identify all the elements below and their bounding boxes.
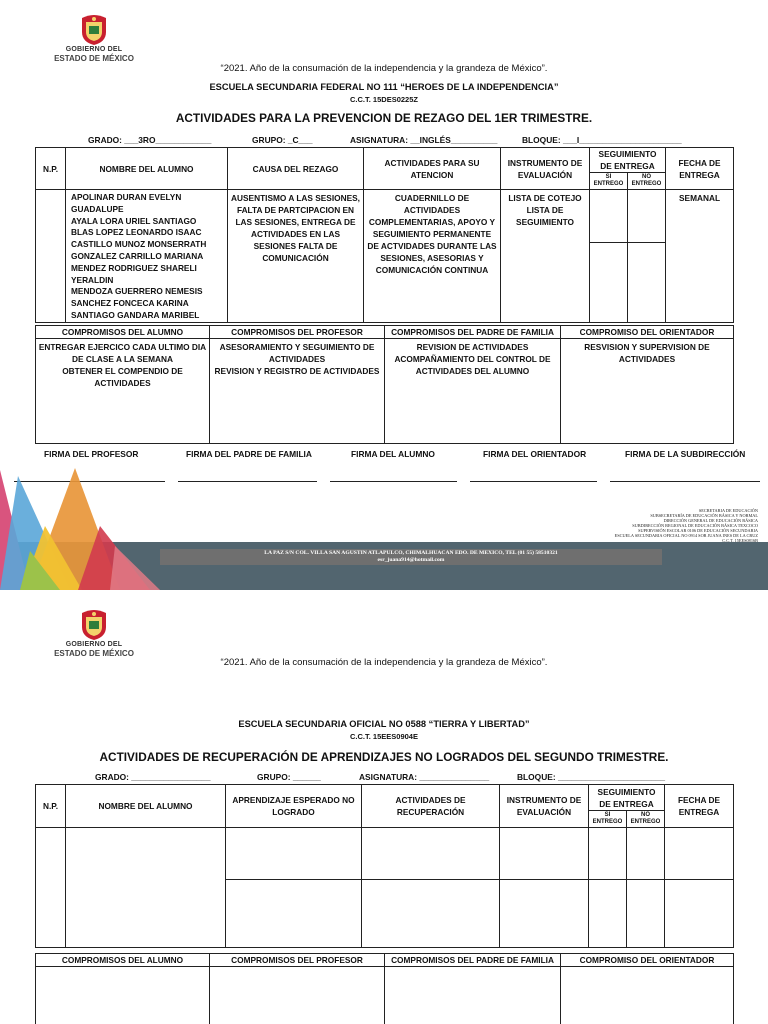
student-name: GONZALEZ CARRILLO MARIANA	[71, 250, 204, 261]
footer-line: DIRECCIÓN GENERAL DE EDUCACIÓN BÁSICA	[663, 518, 758, 523]
firma-padre-label: FIRMA DEL PADRE DE FAMILIA	[186, 449, 312, 459]
grupo-field: GRUPO: _C___	[252, 135, 313, 145]
compromiso-alumno-2: OBTENER EL COMPENDIO DE ACTIVIDADES	[62, 366, 183, 388]
aprendizaje-cell	[226, 828, 362, 880]
compromiso-padre-cell	[385, 967, 561, 1024]
header-compromiso-alumno: COMPROMISOS DEL ALUMNO	[36, 326, 210, 339]
header-fecha: FECHA DE ENTREGA	[665, 785, 734, 828]
students-table	[35, 147, 734, 323]
grado-field: GRADO: _________________	[95, 772, 211, 782]
actividades-cell: CUADERNILLO DE ACTIVIDADES COMPLEMENTARIAS, APOYO Y SEGUIMIENTO PERMANENTE DE ACTVIDADES DURANTE LAS SESIONES, ASESORIAS Y COMUNICACIÓN CONTINUA	[364, 190, 501, 323]
header-compromiso-profesor: COMPROMISOS DEL PROFESOR	[210, 326, 385, 339]
header-seguimiento: SEGUIMIENTO DE ENTREGA	[590, 148, 666, 173]
cct: C.C.T. 15DES0225Z	[350, 95, 418, 104]
footer-line: SUBSECRETARÍA DE EDUCACIÓN BÁSICA Y NORMAL	[650, 513, 758, 518]
np-cell	[36, 828, 66, 948]
compromisos-table	[35, 325, 734, 444]
firma-alumno-line	[330, 481, 457, 482]
compromiso-profesor-cell	[210, 339, 385, 444]
motto: “2021. Año de la consumación de la independencia y la grandeza de México”.	[220, 63, 548, 74]
header-actividades: ACTIVIDADES DE RECUPERACIÓN	[362, 785, 500, 828]
si-cell	[589, 880, 627, 948]
compromiso-orientador-cell	[561, 967, 734, 1024]
logo-line1: GOBIERNO DEL	[65, 641, 123, 648]
footer-line: SUBDIRECCIÓN REGIONAL DE EDUCACIÓN BÁSICA TEXCOCO	[632, 523, 758, 528]
student-name: MENDOZA GUERRERO NEMESIS	[71, 286, 203, 297]
footer-line: SECRETARIA DE EDUCACIÓN	[698, 508, 758, 513]
student-name: AYALA LORA URIEL SANTIAGO	[71, 215, 197, 226]
header-nombre: NOMBRE DEL ALUMNO	[66, 785, 226, 828]
firma-alumno-label: FIRMA DEL ALUMNO	[351, 449, 435, 459]
compromiso-alumno-cell	[36, 339, 210, 444]
header-fecha: FECHA DE ENTREGA	[666, 148, 734, 190]
grado-field: GRADO: ___3RO____________	[88, 135, 212, 145]
school-name: ESCUELA SECUNDARIA OFICIAL NO 0588 “TIERRA Y LIBERTAD”	[238, 719, 530, 729]
no-cell	[628, 190, 666, 243]
instrumento-cell: LISTA DE COTEJO LISTA DE SEGUIMIENTO	[501, 190, 590, 323]
header-compromiso-alumno: COMPROMISOS DEL ALUMNO	[36, 954, 210, 967]
students-table	[35, 784, 734, 948]
page-title: ACTIVIDADES PARA LA PREVENCION DE REZAGO DEL 1ER TRIMESTRE.	[175, 111, 593, 125]
footer-triangles-graphic	[0, 466, 200, 590]
header-actividades: ACTIVIDADES PARA SU ATENCION	[364, 148, 501, 190]
si-cell	[590, 190, 628, 243]
no-cell	[627, 880, 665, 948]
instrumento-cell	[500, 880, 589, 948]
logo-line2: ESTADO DE MÉXICO	[54, 649, 134, 658]
school-name: ESCUELA SECUNDARIA FEDERAL NO 111 “HEROES DE LA INDEPENDENCIA”	[209, 82, 559, 92]
header-compromiso-profesor: COMPROMISOS DEL PROFESOR	[210, 954, 385, 967]
footer-institution	[615, 508, 758, 543]
logo-line2: ESTADO DE MÉXICO	[54, 54, 134, 63]
header-no-entrego: NO ENTREGO	[628, 173, 666, 190]
header-compromiso-padre: COMPROMISOS DEL PADRE DE FAMILIA	[385, 954, 561, 967]
cct: C.C.T. 15EES0904E	[350, 732, 418, 741]
compromiso-padre-cell: REVISION DE ACTIVIDADES ACOMPAÑAMIENTO DEL CONTROL DE ACTIVIDADES DEL ALUMNO	[385, 339, 561, 444]
student-name: MENDEZ RODRIGUEZ SHARELI	[71, 262, 197, 273]
actividades-cell	[362, 828, 500, 880]
header-np: N.P.	[36, 148, 66, 190]
footer-line: ESCUELA SECUNDARIA OFICIAL NO 0914 SOR JUANA INES DE LA CRUZ	[614, 533, 758, 538]
np-cell	[36, 190, 66, 323]
header-instrumento: INSTRUMENTO DE EVALUACIÓN	[500, 785, 589, 828]
header-instrumento: INSTRUMENTO DE EVALUACIÓN	[501, 148, 590, 190]
student-name: SANTIAGO GANDARA MARIBEL	[71, 309, 200, 320]
header-si-entrego: SI ENTREGO	[590, 173, 628, 190]
no-cell	[628, 243, 666, 323]
coat-of-arms-icon	[79, 609, 109, 641]
header-aprendizaje: APRENDIZAJE ESPERADO NO LOGRADO	[226, 785, 362, 828]
header-si-entrego: SI ENTREGO	[589, 811, 627, 828]
header-nombre: NOMBRE DEL ALUMNO	[66, 148, 228, 190]
logo-line1: GOBIERNO DEL	[65, 46, 123, 53]
firma-orientador-line	[470, 481, 597, 482]
student-name: APOLINAR DURAN EVELYN	[71, 192, 182, 202]
fecha-cell: SEMANAL	[666, 190, 734, 323]
firma-subdireccion-label: FIRMA DE LA SUBDIRECCIÓN	[625, 449, 746, 459]
student-name: CASTILLO MUNOZ MONSERRATH	[71, 239, 207, 250]
compromiso-alumno-1: ENTREGAR EJERCICO CADA ULTIMO DIA DE CLASE A LA SEMANA	[38, 342, 207, 364]
header-compromiso-orientador: COMPROMISO DEL ORIENTADOR	[561, 326, 734, 339]
footer-address	[160, 549, 662, 565]
gobierno-logo	[44, 14, 144, 63]
firma-profesor-label: FIRMA DEL PROFESOR	[44, 449, 139, 459]
fecha-cell	[665, 828, 734, 880]
firma-subdireccion-line	[610, 481, 760, 482]
grupo-field: GRUPO: ______	[257, 772, 321, 782]
students-list	[66, 190, 228, 323]
actividades-cell	[362, 880, 500, 948]
header-no-entrego: NO ENTREGO	[627, 811, 665, 828]
causa-cell: AUSENTISMO A LAS SESIONES, FALTA DE PARTCIPACION EN LAS SESIONES, ENTREGA DE ACTIVIDADES EN LAS SESIONES FALTA DE COMUNICACIÓN	[228, 190, 364, 323]
email-text: esr_juana914@hotmail.com	[377, 557, 445, 563]
student-name: SANCHEZ FONCECA KARINA	[71, 298, 189, 309]
bloque-field: BLOQUE: _______________________	[517, 772, 666, 782]
asignatura-field: ASIGNATURA: __INGLÉS__________	[350, 135, 498, 145]
header-compromiso-orientador: COMPROMISO DEL ORIENTADOR	[561, 954, 734, 967]
compromiso-profesor-cell	[210, 967, 385, 1024]
fecha-cell	[665, 880, 734, 948]
asignatura-field: ASIGNATURA: _______________	[359, 772, 490, 782]
aprendizaje-cell	[226, 880, 362, 948]
coat-of-arms-icon	[79, 14, 109, 46]
compromisos-table	[35, 953, 734, 1024]
student-name: BLAS LOPEZ LEONARDO ISAAC	[71, 227, 202, 238]
header-seguimiento: SEGUIMIENTO DE ENTREGA	[589, 785, 665, 811]
si-cell	[590, 243, 628, 323]
no-cell	[627, 828, 665, 880]
gobierno-logo	[44, 609, 144, 658]
firma-orientador-label: FIRMA DEL ORIENTADOR	[483, 449, 587, 459]
student-name: YERALDIN	[71, 274, 114, 285]
instrumento-cell	[500, 828, 589, 880]
page-title: ACTIVIDADES DE RECUPERACIÓN DE APRENDIZAJES NO LOGRADOS DEL SEGUNDO TRIMESTRE.	[99, 750, 669, 764]
address-text: LA PAZ S/N COL. VILLA SAN AGUSTIN ATLAPULCO, CHIMALHUACAN EDO. DE MEXICO, TEL (01 55) 58510321	[264, 550, 558, 556]
footer-line: SUPERVISIÓN ESCOLAR 0106 DE EDUCACIÓN SECUNDARIA	[638, 528, 758, 533]
compromiso-profesor-1: ASESORAMIENTO Y SEGUIMIENTO DE ACTIVIDADES	[219, 342, 375, 364]
header-causa: CAUSA DEL REZAGO	[228, 148, 364, 190]
footer-line: C.C.T. 15EES0816B	[722, 538, 758, 543]
compromiso-profesor-2: REVISION Y REGISTRO DE ACTIVIDADES	[214, 366, 380, 376]
bloque-field: BLOQUE: ___I______________________	[522, 135, 682, 145]
si-cell	[589, 828, 627, 880]
compromiso-alumno-cell	[36, 967, 210, 1024]
header-np: N.P.	[36, 785, 66, 828]
header-compromiso-padre: COMPROMISOS DEL PADRE DE FAMILIA	[385, 326, 561, 339]
motto: “2021. Año de la consumación de la independencia y la grandeza de México”.	[220, 657, 548, 668]
nombre-cell	[66, 828, 226, 948]
compromiso-orientador-cell: RESVISION Y SUPERVISION DE ACTIVIDADES	[561, 339, 734, 444]
student-name: GUADALUPE	[71, 203, 124, 214]
